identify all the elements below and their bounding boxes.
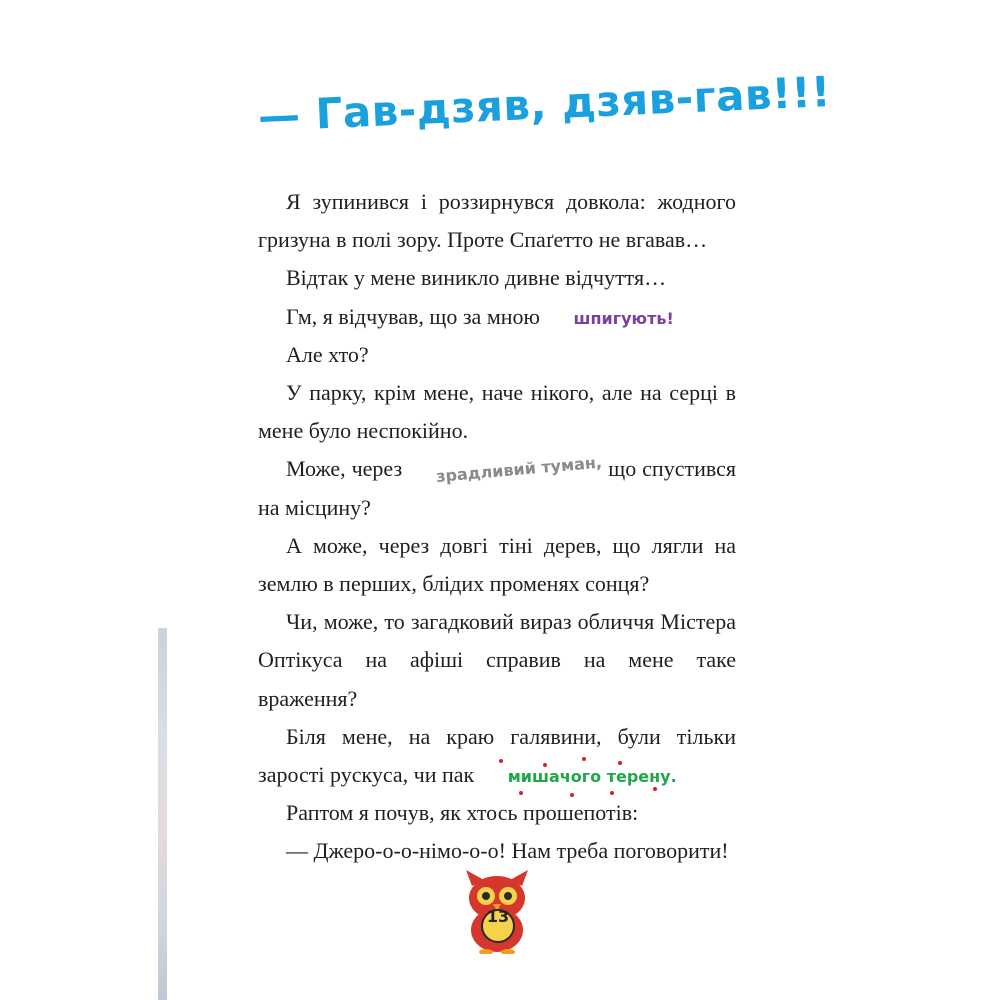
paragraph: Я зупинився і роззирнувся довкола: жодного гризуна в полі зору. Проте Спаґетто не вгавав… <box>258 189 736 253</box>
paragraph: Але хто? <box>286 341 369 367</box>
paragraph-text: Може, через <box>286 456 409 482</box>
paragraph-text: Біля мене, на краю галявини, були тільки зарості рускуса, чи пак <box>258 723 736 788</box>
body-text <box>258 183 736 871</box>
chapter-headline: — Гав-дзяв, дзяв-гав!!! <box>256 67 832 141</box>
highlight-mouse-thorn <box>480 769 677 785</box>
paragraph: — Джеро-о-о-німо-о-о! Нам треба поговорити! <box>286 838 729 864</box>
highlight-treacherous-fog: зрадливий туман, <box>435 452 603 487</box>
page-number: 13 <box>486 907 510 926</box>
paragraph: У парку, крім мене, наче нікого, але на серці в мене було неспокійно. <box>258 380 736 444</box>
paragraph: А може, через довгі тіні дерев, що лягли на землю в перших, блідих променях сонця? <box>258 532 736 597</box>
paragraph <box>258 298 736 336</box>
paragraph: Чи, може, то загадковий вираз обличчя Містера Оптікуса на афіші справив на мене таке враження? <box>258 609 736 711</box>
paragraph: Відтак у мене виникло дивне відчуття… <box>286 265 667 291</box>
page-edge-strip <box>158 628 167 1000</box>
paragraph: Раптом я почув, як хтось прошепотів: <box>286 800 639 826</box>
highlight-text: мишачого терену. <box>507 767 677 787</box>
paragraph-text: Гм, я відчував, що за мною <box>286 303 546 329</box>
paragraph-text: що спустився на місцину? <box>258 456 736 520</box>
highlight-spying: шпигують! <box>573 308 674 328</box>
paragraph <box>258 450 736 526</box>
paragraph <box>258 718 736 794</box>
